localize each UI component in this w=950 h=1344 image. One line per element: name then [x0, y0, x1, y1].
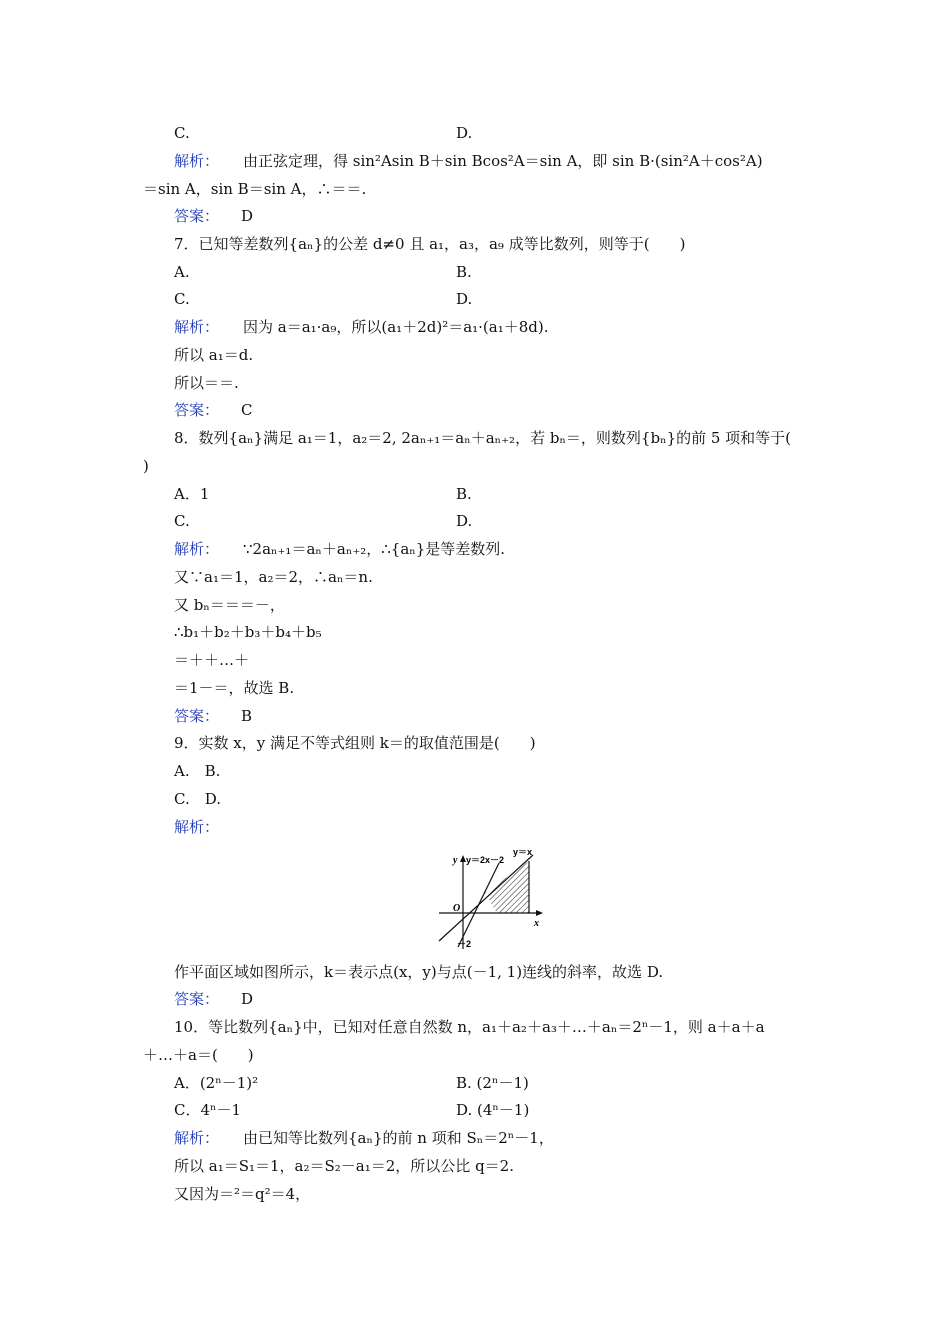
option-a: A．1: [174, 485, 210, 503]
analysis-text: ＝1－＝，故选 B.: [174, 679, 295, 697]
line2-label: y＝x: [513, 847, 533, 857]
analysis-text: 因为 a＝a₁·a₉，所以(a₁＋2d)²＝a₁·(a₁＋8d).: [243, 318, 549, 336]
analysis-label: 解析：: [174, 318, 220, 336]
x-axis-label: x: [534, 918, 539, 929]
analysis-label: 解析：: [174, 1129, 220, 1147]
analysis-text: 由正弦定理，得 sin²Asin B＋sin Bcos²A＝sin A，即 sin B·(sin²A＋cos²A): [243, 152, 763, 170]
analysis-text: ∴b₁＋b₂＋b₃＋b₄＋b₅: [174, 623, 322, 641]
option-a: A．(2ⁿ－1)²: [174, 1074, 259, 1092]
question-9: 9．实数 x，y 满足不等式组则 k＝的取值范围是( ): [174, 734, 536, 752]
analysis-label: 解析：: [174, 540, 220, 558]
intercept-label: －2: [457, 939, 472, 949]
question-8-cont: ): [143, 457, 149, 475]
question-10-cont: ＋…＋a＝( ): [143, 1046, 254, 1064]
option-d: D.: [456, 290, 473, 308]
option-c: C.: [174, 290, 190, 308]
option-b: B. (2ⁿ－1): [456, 1074, 529, 1092]
question-8: 8．数列{aₙ}满足 a₁＝1，a₂＝2, 2aₙ₊₁＝aₙ＋aₙ₊₂，若 bₙ＝，则数列{bₙ}的前 5 项和等于(: [174, 429, 792, 447]
answer-label: 答案：: [174, 207, 220, 225]
analysis-text: ∵2aₙ₊₁＝aₙ＋aₙ₊₂，∴{aₙ}是等差数列.: [243, 540, 506, 558]
answer-label: 答案：: [174, 707, 220, 725]
answer-value: D: [241, 990, 254, 1008]
analysis-text: 又∵a₁＝1，a₂＝2，∴aₙ＝n.: [174, 568, 373, 586]
y-axis-label: y: [453, 855, 458, 866]
option-b: B.: [456, 485, 472, 503]
question-7: 7．已知等差数列{aₙ}的公差 d≠0 且 a₁，a₃，a₉ 成等比数列，则等于( ): [174, 235, 686, 253]
analysis-label: 解析：: [174, 818, 220, 836]
analysis-text: 作平面区域如图所示，k＝表示点(x，y)与点(－1, 1)连线的斜率，故选 D.: [174, 963, 664, 981]
analysis-text: ＝sin A，sin B＝sin A，∴＝＝.: [143, 180, 367, 198]
analysis-text: 所以＝＝.: [174, 374, 239, 392]
option-c: C.: [174, 124, 190, 142]
line1-label: y＝2x－2: [466, 855, 505, 865]
analysis-text: 所以 a₁＝S₁＝1，a₂＝S₂－a₁＝2，所以公比 q＝2.: [174, 1157, 514, 1175]
answer-label: 答案：: [174, 401, 220, 419]
answer-value: B: [241, 707, 253, 725]
option-d: D. (4ⁿ－1): [456, 1101, 530, 1119]
question-10: 10．等比数列{aₙ}中，已知对任意自然数 n，a₁＋a₂＋a₃＋…＋aₙ＝2ⁿ－1，则 a＋a＋a: [174, 1018, 765, 1036]
analysis-text: 又因为＝²＝q²＝4，: [174, 1185, 311, 1203]
answer-label: 答案：: [174, 990, 220, 1008]
x-axis-arrow: [536, 910, 543, 916]
option-b: B.: [456, 263, 472, 281]
option-d: D.: [456, 512, 473, 530]
analysis-text: ＝＋＋…＋: [174, 651, 250, 669]
option-a: A.: [174, 263, 190, 281]
shaded-region: [485, 861, 529, 913]
options-cd: C. D.: [174, 790, 221, 808]
analysis-text: 所以 a₁＝d.: [174, 346, 254, 364]
option-c: C.: [174, 512, 190, 530]
feasible-region-figure: [433, 843, 545, 951]
option-d: D.: [456, 124, 473, 142]
answer-value: D: [241, 207, 254, 225]
answer-value: C: [241, 401, 253, 419]
options-ab: A. B.: [174, 762, 221, 780]
origin-label: O: [453, 903, 461, 914]
analysis-text: 由已知等比数列{aₙ}的前 n 项和 Sₙ＝2ⁿ－1，: [243, 1129, 554, 1147]
analysis-label: 解析：: [174, 152, 220, 170]
analysis-text: 又 bₙ＝＝＝－，: [174, 596, 285, 614]
option-c: C．4ⁿ－1: [174, 1101, 242, 1119]
